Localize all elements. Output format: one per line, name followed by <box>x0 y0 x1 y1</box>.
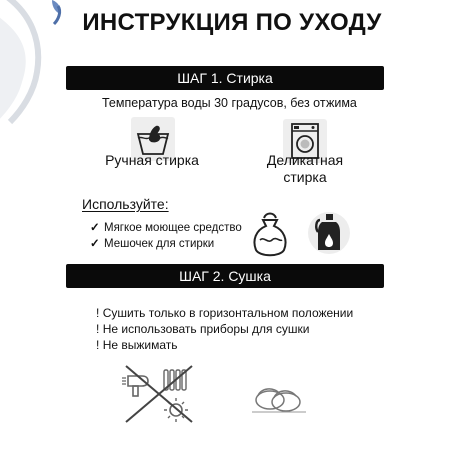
page-title: ИНСТРУКЦИЯ ПО УХОДУ <box>82 9 382 36</box>
check-icon: ✓ <box>90 222 100 234</box>
use-title: Используйте: <box>82 196 169 212</box>
temperature-note: Температура воды 30 градусов, без отжима <box>102 96 357 110</box>
drying-rule-text: Сушить только в горизонтальном положении <box>102 306 354 320</box>
drying-rule <box>96 338 178 352</box>
exclamation-icon: ! <box>96 306 100 320</box>
no-dryer-heater-sun-icon <box>120 364 198 424</box>
drying-rule <box>96 322 309 336</box>
exclamation-icon: ! <box>96 338 100 352</box>
detergent-bottle-icon <box>306 208 352 258</box>
use-item-text: Мягкое моющее средство <box>104 222 242 234</box>
drying-rule-text: Не использовать приборы для сушки <box>102 322 310 336</box>
step1-header: ШАГ 1. Стирка <box>66 66 384 90</box>
drying-rule <box>96 306 353 320</box>
use-item-text: Мешочек для стирки <box>104 238 215 250</box>
step2-header: ШАГ 2. Сушка <box>66 264 384 288</box>
check-icon: ✓ <box>90 238 100 250</box>
delicate-wash-label: Деликатная стирка <box>266 152 344 185</box>
hand-wash-label: Ручная стирка <box>105 152 199 168</box>
use-item <box>90 220 242 234</box>
flat-dry-slippers-icon <box>248 376 308 416</box>
laundry-bag-icon <box>248 210 292 260</box>
drying-rule-text: Не выжимать <box>102 338 178 352</box>
exclamation-icon: ! <box>96 322 100 336</box>
use-item <box>90 236 214 250</box>
